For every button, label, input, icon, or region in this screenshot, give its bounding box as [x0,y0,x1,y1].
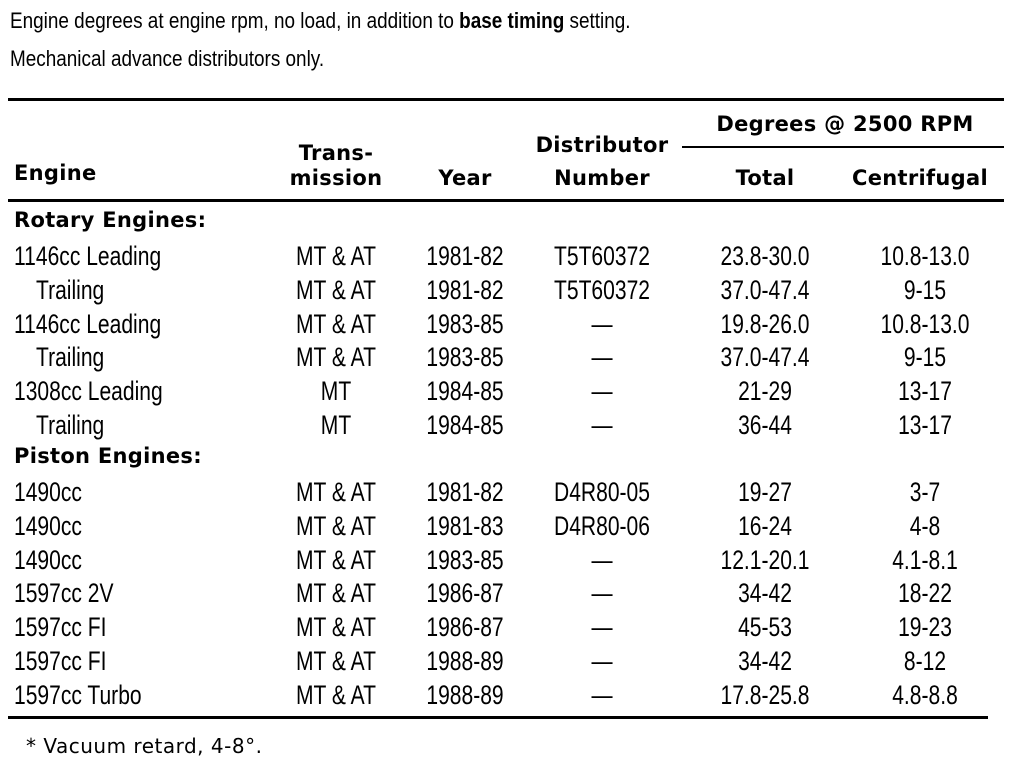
cell-total: 37.0-47.4 [720,342,810,373]
cell-transmission: MT [320,410,352,440]
cell-centrifugal: 8-12 [903,646,947,676]
cell-transmission: MT [320,376,352,407]
header-total: Total [735,166,795,190]
cell-total: 36-44 [738,410,792,440]
cell-year: 1981-82 [426,241,504,271]
header-engine: Engine [14,161,97,185]
cell-transmission: MT & AT [296,646,376,676]
intro-line-1-part-a: Engine degrees at engine rpm, no load, in addition to [10,8,460,33]
table-bottom-rule [8,716,988,719]
cell-engine: 1146cc Leading [14,241,162,271]
cell-transmission: MT & AT [296,510,376,541]
table-row [0,544,1024,577]
header-distributor-line-2: Number [554,166,650,190]
cell-engine: 1597cc FI [14,646,107,676]
cell-transmission: MT & AT [296,578,376,609]
cell-year: 1983-85 [426,544,504,575]
cell-centrifugal: 13-17 [898,410,952,440]
cell-distributor: — [591,646,613,676]
section-title-piston: Piston Engines: [14,444,202,468]
cell-distributor: — [591,410,613,440]
cell-total: 19-27 [738,477,792,507]
table-row [0,577,1024,610]
cell-total: 21-29 [738,376,792,407]
cell-engine: Trailing [36,274,105,305]
header-distributor-line-1: Distributor [535,133,669,157]
cell-transmission: MT & AT [296,612,376,643]
cell-total: 45-53 [738,612,792,643]
cell-distributor: — [591,308,613,339]
table-row [0,308,1024,341]
cell-total: 34-42 [738,646,792,676]
intro-line-2: Mechanical advance distributors only. [10,46,325,71]
intro-text [10,2,870,78]
cell-year: 1983-85 [426,308,504,339]
header-bottom-rule [8,199,1004,202]
cell-engine: 1597cc Turbo [14,679,142,710]
cell-total: 23.8-30.0 [720,241,810,271]
section-title-rotary: Rotary Engines: [14,208,207,232]
cell-distributor: — [591,612,613,643]
cell-transmission: MT & AT [296,308,376,339]
cell-centrifugal: 10.8-13.0 [880,308,970,339]
cell-engine: Trailing [36,410,105,440]
cell-distributor: T5T60372 [553,274,651,305]
cell-centrifugal: 9-15 [903,342,947,373]
cell-transmission: MT & AT [296,477,376,507]
cell-total: 37.0-47.4 [720,274,810,305]
cell-centrifugal: 9-15 [903,274,947,305]
table-row [0,240,1024,273]
cell-transmission: MT & AT [296,342,376,373]
footnote: * Vacuum retard, 4-8°. [26,734,263,758]
cell-engine: 1597cc 2V [14,578,114,609]
table-row [0,510,1024,543]
cell-distributor: — [591,544,613,575]
cell-total: 19.8-26.0 [720,308,810,339]
cell-distributor: D4R80-06 [553,510,650,541]
cell-distributor: D4R80-05 [553,477,650,507]
table-row [0,645,1024,678]
header-transmission-line-1: Trans- [298,141,374,165]
cell-engine: 1597cc FI [14,612,107,643]
table-row [0,476,1024,509]
cell-year: 1981-83 [426,510,504,541]
cell-year: 1986-87 [426,578,504,609]
cell-distributor: — [591,376,613,407]
table-row [0,679,1024,712]
cell-year: 1988-89 [426,679,504,710]
cell-centrifugal: 13-17 [898,376,952,407]
cell-engine: 1490cc [14,477,82,507]
cell-engine: 1490cc [14,544,82,575]
cell-engine: 1146cc Leading [14,308,162,339]
cell-year: 1984-85 [426,410,504,440]
cell-centrifugal: 4.1-8.1 [892,544,958,575]
cell-year: 1986-87 [426,612,504,643]
cell-transmission: MT & AT [296,544,376,575]
cell-year: 1981-82 [426,274,504,305]
cell-centrifugal: 19-23 [898,612,952,643]
cell-transmission: MT & AT [296,679,376,710]
cell-distributor: — [591,679,613,710]
cell-centrifugal: 18-22 [898,578,952,609]
cell-total: 17.8-25.8 [720,679,810,710]
cell-year: 1983-85 [426,342,504,373]
cell-engine: 1490cc [14,510,82,541]
cell-total: 12.1-20.1 [720,544,810,575]
table-row [0,409,1024,442]
cell-centrifugal: 4-8 [909,510,941,541]
cell-year: 1988-89 [426,646,504,676]
cell-engine: Trailing [36,342,105,373]
table-row [0,274,1024,307]
header-degrees-group: Degrees @ 2500 RPM [716,112,974,136]
intro-line-1-part-c: setting. [564,8,631,33]
cell-centrifugal: 10.8-13.0 [880,241,970,271]
cell-year: 1981-82 [426,477,504,507]
cell-engine: 1308cc Leading [14,376,163,407]
degrees-group-rule [682,146,1004,148]
cell-transmission: MT & AT [296,241,376,271]
header-transmission-line-2: mission [289,166,383,190]
header-centrifugal: Centrifugal [852,166,988,190]
cell-distributor: — [591,578,613,609]
cell-distributor: T5T60372 [553,241,651,271]
table-row [0,611,1024,644]
cell-transmission: MT & AT [296,274,376,305]
table-top-rule [8,98,1004,101]
table-row [0,341,1024,374]
cell-year: 1984-85 [426,376,504,407]
header-year: Year [438,166,492,190]
cell-total: 16-24 [738,510,792,541]
cell-centrifugal: 3-7 [909,477,941,507]
intro-line-1-emphasis: base timing [459,8,565,33]
cell-distributor: — [591,342,613,373]
table-row [0,375,1024,408]
intro-line-1 [10,2,870,40]
cell-centrifugal: 4.8-8.8 [892,679,958,710]
cell-total: 34-42 [738,578,792,609]
